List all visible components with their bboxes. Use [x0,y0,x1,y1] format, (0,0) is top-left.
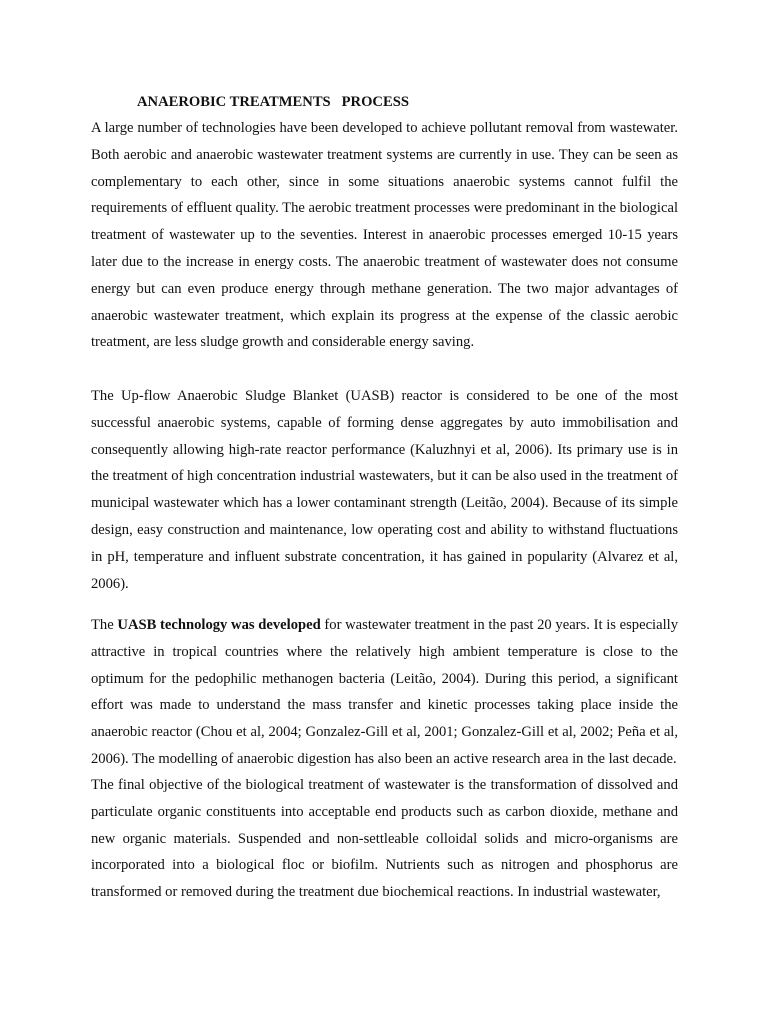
paragraph-final-objective: The final objective of the biological treatment of wastewater is the transformation of dissolved and particulate organic constituents into acceptable end products such as carbon dioxide, methane and new organic materials. Suspended and non-settleable colloidal solids and micro-organisms are incorporated into a biological floc or biofilm. Nutrients such as nitrogen and phosphorus are transformed or removed during the treatment due biochemical reactions. In industrial wastewater, [91,777,678,901]
paragraph-uasb-technology-lead: The [91,617,118,633]
paragraph-aerobic-anaerobic-overview: A large number of technologies have been developed to achieve pollutant removal from wastewater. Both aerobic and anaerobic wastewater treatment systems are currently in use. They can be seen as complementary to each other, since in some situations anaerobic systems cannot fulfil the requirements of effluent quality. The aerobic treatment processes were predominant in the biological treatment of wastewater up to the seventies. Interest in anaerobic processes emerged 10-15 years later due to the increase in energy costs. The anaerobic treatment of wastewater does not consume energy but can even produce energy through methane generation. The two major advantages of anaerobic wastewater treatment, which explain its progress at the expense of the classic aerobic treatment, are less sludge growth and considerable energy saving. [91,120,678,351]
paragraph-uasb-technology-bold: UASB technology was developed [117,617,321,633]
paragraph-uasb-technology-rest: for wastewater treatment in the past 20 years. It is especially attractive in tropical countries where the relatively high ambient temperature is close to the optimum for the pedophilic methanogen bacteria (Leitão, 2004). During this period, a significant effort was made to understand the mass transfer and kinetic processes taking place inside the anaerobic reactor (Chou et al, 2004; Gonzalez-Gill et al, 2001; Gonzalez-Gill et al, 2002; Peña et al, 2006). The modelling of anaerobic digestion has also been an active research area in the last decade. [91,617,678,767]
paragraph-uasb-technology [91,612,678,773]
document-title: ANAEROBIC TREATMENTS PROCESS [137,94,409,110]
paragraph-uasb-reactor: The Up-flow Anaerobic Sludge Blanket (UASB) reactor is considered to be one of the most successful anaerobic systems, capable of forming dense aggregates by auto immobilisation and consequently allowing high-rate reactor performance (Kaluzhnyi et al, 2006). Its primary use is in the treatment of high concentration industrial wastewaters, but it can be also used in the treatment of municipal wastewater which has a lower contaminant strength (Leitão, 2004). Because of its simple design, easy construction and maintenance, low operating cost and ability to withstand fluctuations in pH, temperature and influent substrate concentration, it has gained in popularity (Alvarez et al, 2006). [91,388,678,592]
